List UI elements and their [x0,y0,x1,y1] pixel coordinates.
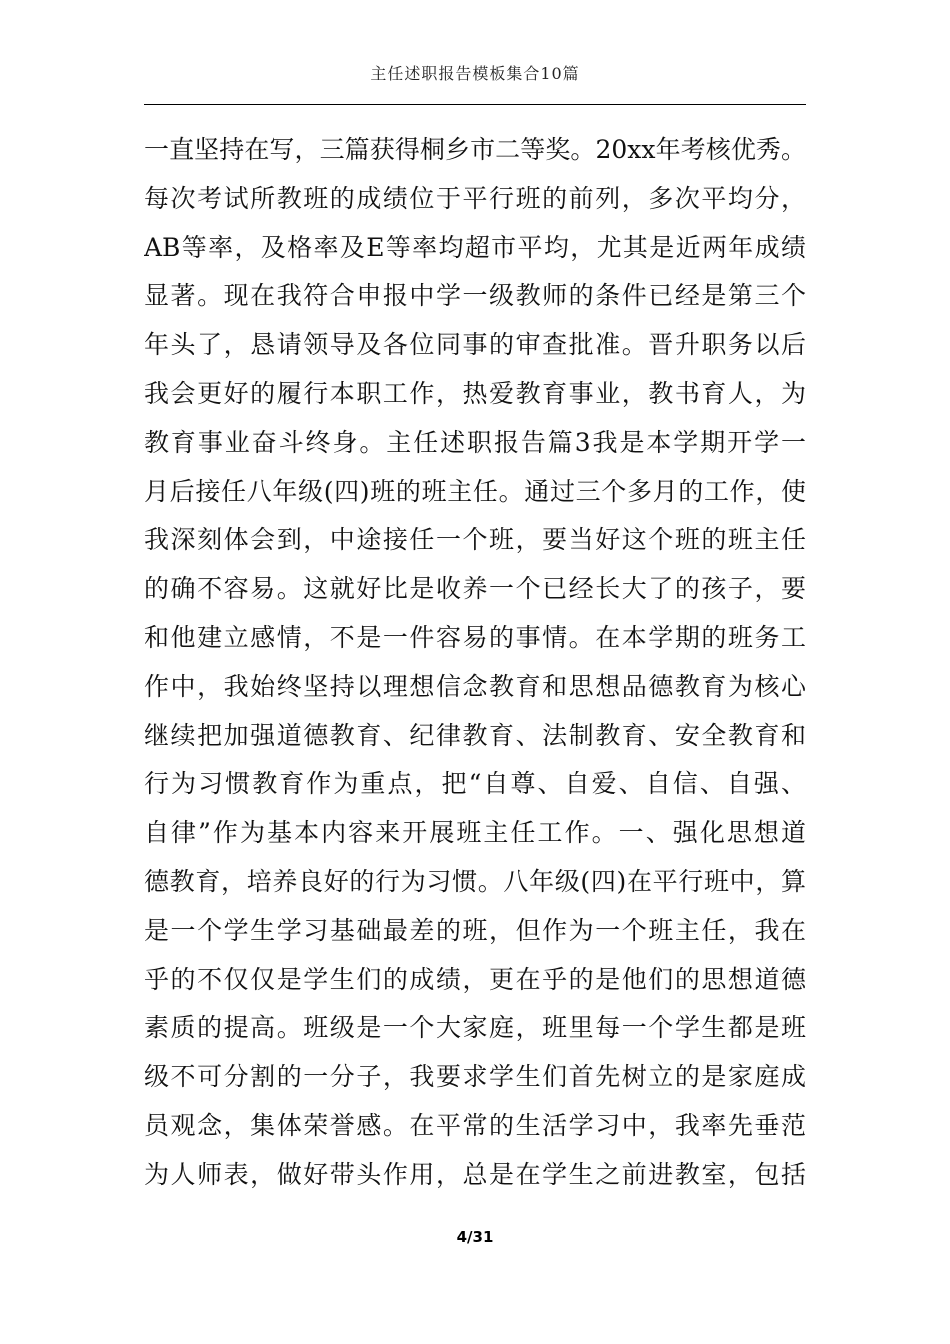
body-line: 我深刻体会到，中途接任一个班，要当好这个班的班主任 [144,525,806,555]
document-header-title: 主任述职报告模板集合10篇 [370,64,580,83]
body-line: 教育事业奋斗终身。主任述职报告篇3我是本学期开学一 [144,427,806,457]
body-line: 级不可分割的一分子，我要求学生们首先树立的是家庭成 [144,1062,806,1092]
body-line: 月后接任八年级(四)班的班主任。通过三个多月的工作，使 [144,476,806,506]
body-line: 和他建立感情，不是一件容易的事情。在本学期的班务工 [144,622,806,652]
body-line: 自律”作为基本内容来开展班主任工作。一、强化思想道 [144,818,806,848]
body-line: 德教育，培养良好的行为习惯。八年级(四)在平行班中，算 [144,866,806,896]
body-line: 显著。现在我符合申报中学一级教师的条件已经是第三个 [144,281,806,311]
document-body [144,126,806,1200]
body-line: 每次考试所教班的成绩位于平行班的前列，多次平均分， [144,183,806,213]
body-line: 是一个学生学习基础最差的班，但作为一个班主任，我在 [144,915,806,945]
body-line: 作中，我始终坚持以理想信念教育和思想品德教育为核心 [144,671,806,701]
body-line: 为人师表，做好带头作用，总是在学生之前进教室，包括 [144,1159,806,1189]
body-line: 乎的不仅仅是学生们的成绩，更在乎的是他们的思想道德 [144,964,806,994]
body-line: 员观念，集体荣誉感。在平常的生活学习中，我率先垂范 [144,1110,806,1140]
body-line: AB等率，及格率及E等率均超市平均，尤其是近两年成绩 [144,232,806,262]
body-line: 一直坚持在写，三篇获得桐乡市二等奖。20xx年考核优秀。 [144,135,806,164]
body-line: 行为习惯教育作为重点，把“自尊、自爱、自信、自强、 [144,769,806,799]
page-number: 4/31 [456,1228,494,1246]
body-line: 年头了，恳请领导及各位同事的审查批准。晋升职务以后 [144,330,806,360]
body-line: 的确不容易。这就好比是收养一个已经长大了的孩子，要 [144,574,806,604]
body-line: 素质的提高。班级是一个大家庭，班里每一个学生都是班 [144,1013,806,1043]
body-line: 继续把加强道德教育、纪律教育、法制教育、安全教育和 [144,720,806,750]
header-divider [144,104,806,105]
body-line: 我会更好的履行本职工作，热爱教育事业，教书育人，为 [144,378,806,408]
